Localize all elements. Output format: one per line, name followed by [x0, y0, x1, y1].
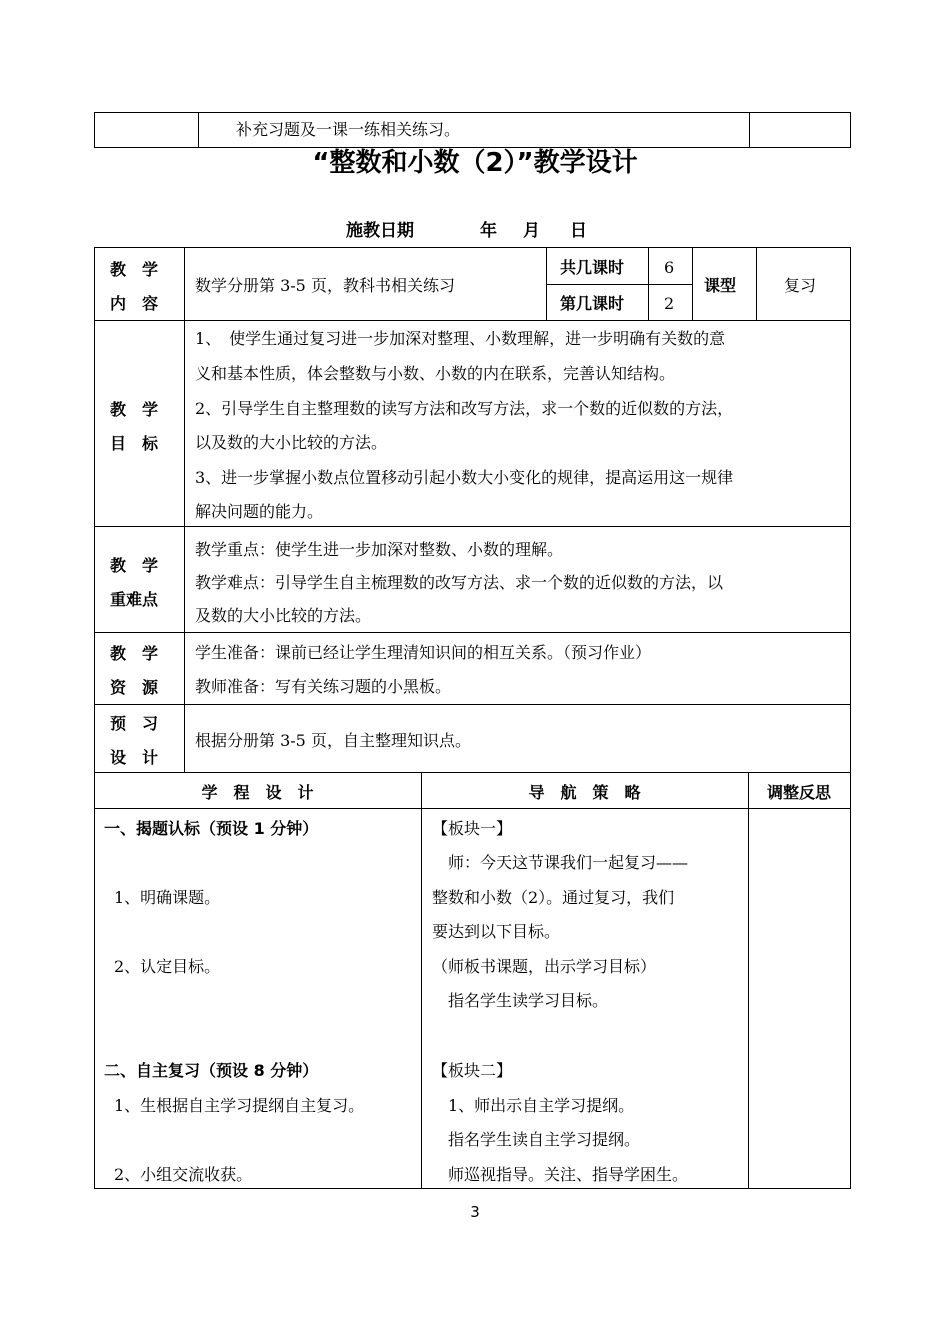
resources-label-1: 教 学	[110, 644, 159, 663]
stage-step: 2、小组交流收获。	[114, 1165, 253, 1184]
key-points-label-2: 重难点	[110, 590, 159, 609]
strategy-line: 1、师出示自主学习提纲。	[432, 1096, 635, 1115]
strategy-line: 要达到以下目标。	[432, 922, 561, 941]
process-header-design: 学 程 设 计	[201, 783, 314, 802]
content-label-2: 内 容	[110, 294, 159, 313]
goals-line: 义和基本性质，体会整数与小数、小数的内在联系，完善认知结构。	[195, 364, 676, 383]
process-header-strategy: 导 航 策 略	[528, 783, 641, 802]
strategy-line: （师板书课题，出示学习目标）	[432, 957, 657, 976]
lesson-number-value: 2	[664, 294, 675, 313]
total-lessons-value: 6	[664, 258, 675, 277]
resources-line: 教师准备：写有关练习题的小黑板。	[195, 677, 452, 696]
resources-line: 学生准备：课前已经让学生理清知识间的相互关系。（预习作业）	[195, 643, 652, 662]
process-header-reflection: 调整反思	[766, 783, 831, 802]
strategy-line: 整数和小数（2）。通过复习，我们	[432, 888, 675, 907]
total-lessons-label: 共几课时	[560, 258, 625, 277]
stage-step: 2、认定目标。	[114, 957, 221, 976]
stage-step: 1、生根据自主学习提纲自主复习。	[114, 1096, 365, 1115]
strategy-line: 师：今天这节课我们一起复习——	[432, 853, 689, 872]
strategy-line: 【板块一】	[432, 819, 513, 838]
goals-line: 2、引导学生自主整理数的读写方法和改写方法，求一个数的近似数的方法，	[195, 399, 734, 418]
lesson-number-label: 第几课时	[560, 294, 625, 313]
preview-label-1: 预 习	[110, 714, 159, 733]
goals-label-1: 教 学	[110, 400, 159, 419]
stage-heading: 二、自主复习（预设 8 分钟）	[104, 1061, 319, 1080]
stage-heading: 一、揭题认标（预设 1 分钟）	[104, 819, 319, 838]
preview-label-2: 设 计	[110, 748, 159, 767]
date-line	[346, 220, 587, 242]
resources-label-2: 资 源	[110, 678, 159, 697]
strategy-line: 【板块二】	[432, 1061, 513, 1080]
content-label-1: 教 学	[110, 260, 159, 279]
key-points-label-1: 教 学	[110, 556, 159, 575]
key-points-line: 及数的大小比较的方法。	[195, 606, 372, 625]
page-number: 3	[470, 1203, 480, 1221]
goals-line: 解决问题的能力。	[195, 502, 324, 521]
date-month: 月	[523, 221, 540, 241]
stage-step: 1、明确课题。	[114, 888, 221, 907]
date-label: 施教日期	[346, 221, 414, 241]
goals-line: 以及数的大小比较的方法。	[195, 433, 388, 452]
lesson-type-label: 课型	[704, 276, 737, 295]
lesson-type-value: 复习	[784, 276, 817, 295]
goals-line: 1、 使学生通过复习进一步加深对整理、小数理解，进一步明确有关数的意	[195, 329, 726, 348]
strategy-line: 师巡视指导。关注、指导学困生。	[432, 1165, 689, 1184]
key-points-line: 教学重点：使学生进一步加深对整数、小数的理解。	[195, 540, 564, 559]
preview-value: 根据分册第 3-5 页，自主整理知识点。	[195, 731, 471, 750]
date-year: 年	[480, 221, 497, 241]
goals-label-2: 目 标	[110, 434, 159, 453]
strategy-line: 指名学生读自主学习提纲。	[432, 1130, 641, 1149]
strategy-line: 指名学生读学习目标。	[432, 991, 609, 1010]
document-title: “整数和小数（2）”教学设计	[312, 148, 638, 178]
goals-line: 3、进一步掌握小数点位置移动引起小数大小变化的规律，提高运用这一规律	[195, 468, 734, 487]
date-day: 日	[570, 221, 587, 241]
content-value: 数学分册第 3-5 页，教科书相关练习	[195, 276, 455, 295]
key-points-line: 教学难点：引导学生自主梳理数的改写方法、求一个数的近似数的方法，以	[195, 573, 724, 592]
top-table-text: 补充习题及一课一练相关练习。	[236, 120, 461, 139]
